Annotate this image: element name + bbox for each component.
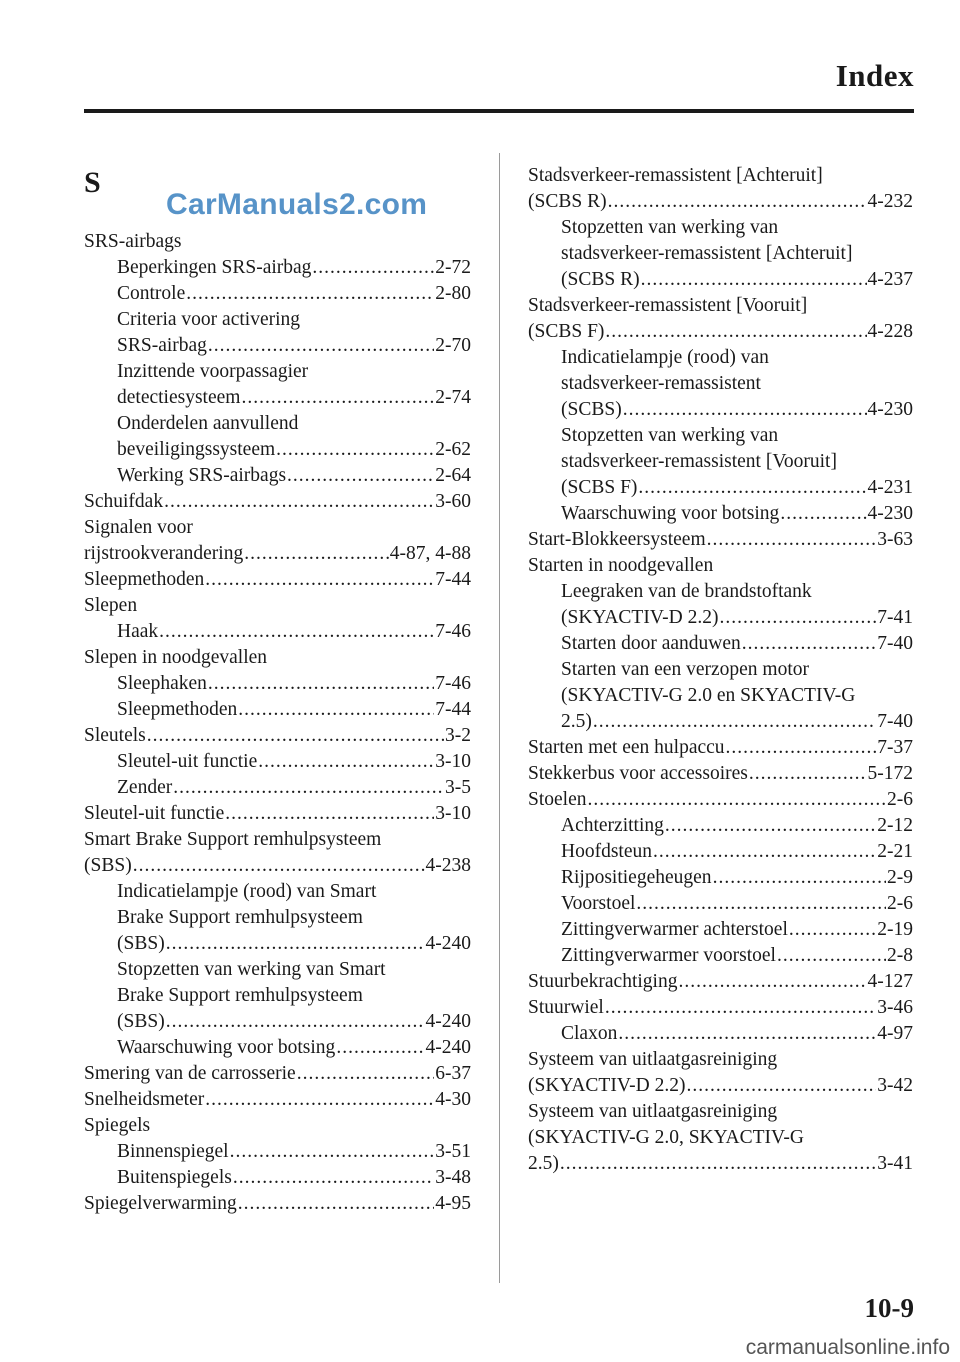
dot-leader: [641, 267, 867, 293]
index-term: Smart Brake Support remhulpsysteem: [84, 829, 382, 850]
index-entry-list: [84, 229, 471, 1217]
index-term: Binnenspiegel: [117, 1141, 229, 1162]
dot-leader: [205, 567, 434, 593]
dot-leader: [225, 801, 434, 827]
page-reference: 7-37: [877, 737, 913, 758]
page-reference: 7-41: [877, 607, 913, 628]
page-reference: 3-2: [445, 725, 471, 746]
index-subentry: [528, 865, 913, 891]
page-reference: 6-37: [435, 1063, 471, 1084]
index-term: Stadsverkeer-remassistent [Achteruit]: [528, 165, 823, 186]
page-reference: 4-30: [435, 1089, 471, 1110]
page-reference: 7-44: [435, 699, 471, 720]
index-term: Voorstoel: [561, 893, 636, 914]
dot-leader: [336, 1035, 424, 1061]
index-term: Inzittende voorpassagier: [117, 361, 309, 382]
index-entry: [84, 801, 471, 827]
index-entry: [84, 723, 471, 749]
index-term: (SCBS F): [528, 321, 605, 342]
index-entry: [528, 553, 913, 579]
page-reference: 2-6: [887, 893, 913, 914]
index-term: Schuifdak: [84, 491, 164, 512]
index-subentry: [84, 463, 471, 489]
dot-leader: [166, 1009, 425, 1035]
page-reference: 2-80: [435, 283, 471, 304]
index-term: Spiegels: [84, 1115, 151, 1136]
dot-leader: [233, 1165, 434, 1191]
index-column-right: [528, 163, 913, 1177]
page-reference: 4-228: [867, 321, 913, 342]
index-term: Indicatielampje (rood) van Smart: [117, 881, 377, 902]
index-entry: [528, 735, 913, 761]
page-reference: 3-41: [877, 1153, 913, 1174]
index-term: Stadsverkeer-remassistent [Vooruit]: [528, 295, 808, 316]
index-entry: [528, 527, 913, 553]
watermark: CarManuals2.com: [166, 188, 428, 221]
page-reference: 2-8: [887, 945, 913, 966]
dot-leader: [623, 397, 867, 423]
index-subentry: [528, 501, 913, 527]
dot-leader: [707, 527, 877, 553]
page-reference: 3-5: [445, 777, 471, 798]
index-term: stadsverkeer-remassistent [Vooruit]: [561, 451, 837, 472]
index-term: Sleepmethoden: [84, 569, 205, 590]
index-term: Rijpositiegeheugen: [561, 867, 712, 888]
index-term: Sleutel-uit functie: [117, 751, 258, 772]
index-term: (SBS): [117, 1011, 165, 1032]
index-subentry: [528, 839, 913, 865]
index-term: (SBS): [117, 933, 165, 954]
page-reference: 2-21: [877, 841, 913, 862]
index-term: (SCBS R): [528, 191, 607, 212]
index-subentry: [84, 697, 471, 723]
index-term: Snelheidsmeter: [84, 1089, 205, 1110]
index-subentry: [84, 1139, 471, 1165]
dot-leader: [166, 931, 425, 957]
index-term: Zender: [117, 777, 173, 798]
page-reference: 4-231: [867, 477, 913, 498]
dot-leader: [205, 1087, 434, 1113]
index-term: Smering van de carrosserie: [84, 1063, 296, 1084]
index-term: Systeem van uitlaatgasreiniging: [528, 1101, 778, 1122]
index-term: Zittingverwarmer achterstoel: [561, 919, 788, 940]
page-reference: 7-40: [877, 633, 913, 654]
index-subentry: [528, 1021, 913, 1047]
index-entry: [528, 293, 913, 345]
dot-leader: [789, 917, 876, 943]
index-term: Slepen: [84, 595, 138, 616]
index-subentry: [528, 891, 913, 917]
page-reference: 4-232: [867, 191, 913, 212]
page-reference: 2-70: [435, 335, 471, 356]
index-entry: [84, 1113, 471, 1139]
page-reference: 2-19: [877, 919, 913, 940]
page-reference: 3-10: [435, 803, 471, 824]
page-title: Index: [835, 58, 914, 93]
index-entry: [84, 1061, 471, 1087]
page-reference: 2-62: [435, 439, 471, 460]
dot-leader: [560, 1151, 876, 1177]
index-subentry: [84, 879, 471, 957]
dot-leader: [719, 605, 876, 631]
index-entry: [84, 1087, 471, 1113]
index-term: Stuurbekrachtiging: [528, 971, 678, 992]
index-term: Spiegelverwarming: [84, 1193, 237, 1214]
page-reference: 4-240: [425, 1037, 471, 1058]
index-term: (SKYACTIV-G 2.0 en SKYACTIV-G: [561, 685, 856, 706]
index-term: Buitenspiegels: [117, 1167, 232, 1188]
index-subentry: [84, 1165, 471, 1191]
index-entry: [84, 489, 471, 515]
index-term: Stopzetten van werking van: [561, 217, 779, 238]
index-entry: [528, 995, 913, 1021]
index-term: 2.5): [561, 711, 592, 732]
index-term: Sleutel-uit functie: [84, 803, 225, 824]
index-entry: [528, 969, 913, 995]
index-subentry: [84, 957, 471, 1035]
index-entry: [528, 163, 913, 215]
page-reference: 3-60: [435, 491, 471, 512]
index-subentry: [528, 215, 913, 293]
header-rule: [84, 109, 914, 113]
index-subentry: [84, 359, 471, 411]
index-subentry: [528, 943, 913, 969]
index-term: Signalen voor: [84, 517, 193, 538]
page-reference: 7-44: [435, 569, 471, 590]
index-term: Zittingverwarmer voorstoel: [561, 945, 776, 966]
index-entry: [84, 645, 471, 671]
page-reference: 2-12: [877, 815, 913, 836]
index-subentry: [528, 631, 913, 657]
index-subentry: [84, 775, 471, 801]
page-reference: 4-240: [425, 933, 471, 954]
index-subentry: [528, 579, 913, 631]
page-reference: 4-127: [867, 971, 913, 992]
index-term: Waarschuwing voor botsing: [117, 1037, 336, 1058]
index-term: SRS-airbags: [84, 231, 182, 252]
index-term: Starten met een hulpaccu: [528, 737, 725, 758]
index-term: Haak: [117, 621, 159, 642]
dot-leader: [186, 281, 434, 307]
index-entry: [528, 787, 913, 813]
dot-leader: [686, 1073, 876, 1099]
dot-leader: [749, 761, 867, 787]
page-reference: 3-10: [435, 751, 471, 772]
index-term: detectiesysteem: [117, 387, 241, 408]
index-term: Starten door aanduwen: [561, 633, 741, 654]
index-term: Start-Blokkeersysteem: [528, 529, 706, 550]
index-term: Brake Support remhulpsysteem: [117, 985, 363, 1006]
index-term: Sleutels: [84, 725, 146, 746]
dot-leader: [287, 463, 434, 489]
index-column-left: [84, 163, 471, 1217]
index-term: Sleepmethoden: [117, 699, 238, 720]
dot-leader: [713, 865, 886, 891]
index-entry: [84, 567, 471, 593]
index-subentry: [84, 411, 471, 463]
index-subentry: [528, 917, 913, 943]
page-reference: 4-230: [867, 503, 913, 524]
index-term: SRS-airbag: [117, 335, 207, 356]
footer-site: carmanualsonline.info: [745, 1336, 950, 1359]
dot-leader: [238, 1191, 435, 1217]
dot-leader: [780, 501, 866, 527]
page-reference: 2-9: [887, 867, 913, 888]
dot-leader: [276, 437, 434, 463]
dot-leader: [258, 749, 434, 775]
index-term: stadsverkeer-remassistent: [561, 373, 761, 394]
dot-leader: [618, 1021, 876, 1047]
index-entry: [84, 1191, 471, 1217]
page-reference: 3-46: [877, 997, 913, 1018]
dot-leader: [241, 385, 434, 411]
index-entry: [528, 761, 913, 787]
dot-leader: [665, 813, 876, 839]
dot-leader: [244, 541, 389, 567]
page-reference: 5-172: [867, 763, 913, 784]
index-term: Waarschuwing voor botsing: [561, 503, 780, 524]
index-term: Starten van een verzopen motor: [561, 659, 809, 680]
dot-leader: [312, 255, 434, 281]
dot-leader: [297, 1061, 435, 1087]
index-term: (SKYACTIV-D 2.2): [561, 607, 719, 628]
dot-leader: [238, 697, 434, 723]
column-divider: [499, 153, 500, 1283]
index-term: (SCBS F): [561, 477, 638, 498]
index-term: (SKYACTIV-D 2.2): [528, 1075, 686, 1096]
index-term: stadsverkeer-remassistent [Achteruit]: [561, 243, 853, 264]
dot-leader: [588, 787, 887, 813]
index-term: (SCBS R): [561, 269, 640, 290]
page-reference: 4-95: [435, 1193, 471, 1214]
dot-leader: [173, 775, 444, 801]
index-subentry: [528, 423, 913, 501]
index-term: Sleephaken: [117, 673, 207, 694]
dot-leader: [230, 1139, 435, 1165]
index-term: Onderdelen aanvullend: [117, 413, 299, 434]
page-reference: 3-42: [877, 1075, 913, 1096]
index-entry: [84, 229, 471, 255]
page-reference: 3-48: [435, 1167, 471, 1188]
index-subentry: [84, 281, 471, 307]
dot-leader: [653, 839, 876, 865]
dot-leader: [605, 319, 866, 345]
dot-leader: [777, 943, 886, 969]
index-term: Achterzitting: [561, 815, 664, 836]
index-entry: [84, 827, 471, 879]
index-term: Brake Support remhulpsysteem: [117, 907, 363, 928]
index-term: Indicatielampje (rood) van: [561, 347, 769, 368]
index-term: beveiligingssysteem: [117, 439, 276, 460]
dot-leader: [638, 475, 866, 501]
dot-leader: [636, 891, 886, 917]
dot-leader: [742, 631, 876, 657]
dot-leader: [208, 333, 434, 359]
page-reference: 2-6: [887, 789, 913, 810]
index-term: Stopzetten van werking van Smart: [117, 959, 386, 980]
index-term: Beperkingen SRS-airbag: [117, 257, 312, 278]
dot-leader: [605, 995, 876, 1021]
index-subentry: [528, 345, 913, 423]
dot-leader: [208, 671, 434, 697]
index-term: Werking SRS-airbags: [117, 465, 287, 486]
dot-leader: [726, 735, 877, 761]
index-subentry: [84, 255, 471, 281]
dot-leader: [133, 853, 425, 879]
index-term: (SBS): [84, 855, 132, 876]
page-reference: 2-64: [435, 465, 471, 486]
page-reference: 4-237: [867, 269, 913, 290]
index-subentry: [84, 619, 471, 645]
index-subentry: [84, 307, 471, 359]
index-term: (SKYACTIV-G 2.0, SKYACTIV-G: [528, 1127, 804, 1148]
index-term: Claxon: [561, 1023, 618, 1044]
index-entry: [84, 593, 471, 619]
index-entry: [528, 1047, 913, 1099]
index-subentry: [528, 813, 913, 839]
index-subentry: [84, 749, 471, 775]
page-reference: 7-46: [435, 621, 471, 642]
index-term: Controle: [117, 283, 186, 304]
page-reference: 7-40: [877, 711, 913, 732]
index-term: Criteria voor activering: [117, 309, 301, 330]
dot-leader: [164, 489, 434, 515]
page-reference: 2-74: [435, 387, 471, 408]
index-term: Stuurwiel: [528, 997, 604, 1018]
index-entry-list: [528, 163, 913, 1177]
index-subentry: [84, 671, 471, 697]
dot-leader: [678, 969, 866, 995]
page-reference: 4-238: [425, 855, 471, 876]
dot-leader: [608, 189, 867, 215]
page-reference: 2-72: [435, 257, 471, 278]
index-term: Hoofdsteun: [561, 841, 652, 862]
page-reference: 7-46: [435, 673, 471, 694]
page-reference: 3-63: [877, 529, 913, 550]
dot-leader: [159, 619, 434, 645]
index-subentry: [84, 1035, 471, 1061]
index-entry: [84, 515, 471, 567]
index-term: 2.5): [528, 1153, 559, 1174]
page-reference: 4-87, 4-88: [389, 543, 471, 564]
dot-leader: [593, 709, 876, 735]
index-entry: [528, 1099, 913, 1177]
page-reference: 4-240: [425, 1011, 471, 1032]
dot-leader: [147, 723, 444, 749]
index-subentry: [528, 657, 913, 735]
index-term: rijstrookverandering: [84, 543, 244, 564]
index-term: (SCBS): [561, 399, 622, 420]
index-term: Systeem van uitlaatgasreiniging: [528, 1049, 778, 1070]
index-term: Stoelen: [528, 789, 587, 810]
index-term: Leegraken van de brandstoftank: [561, 581, 812, 602]
page-reference: 4-97: [877, 1023, 913, 1044]
page-reference: 3-51: [435, 1141, 471, 1162]
page-number: 10-9: [864, 1293, 914, 1323]
page-reference: 4-230: [867, 399, 913, 420]
index-term: Stopzetten van werking van: [561, 425, 779, 446]
index-term: Slepen in noodgevallen: [84, 647, 268, 668]
index-term: Stekkerbus voor accessoires: [528, 763, 748, 784]
index-term: Starten in noodgevallen: [528, 555, 714, 576]
section-letter: S: [84, 166, 101, 199]
